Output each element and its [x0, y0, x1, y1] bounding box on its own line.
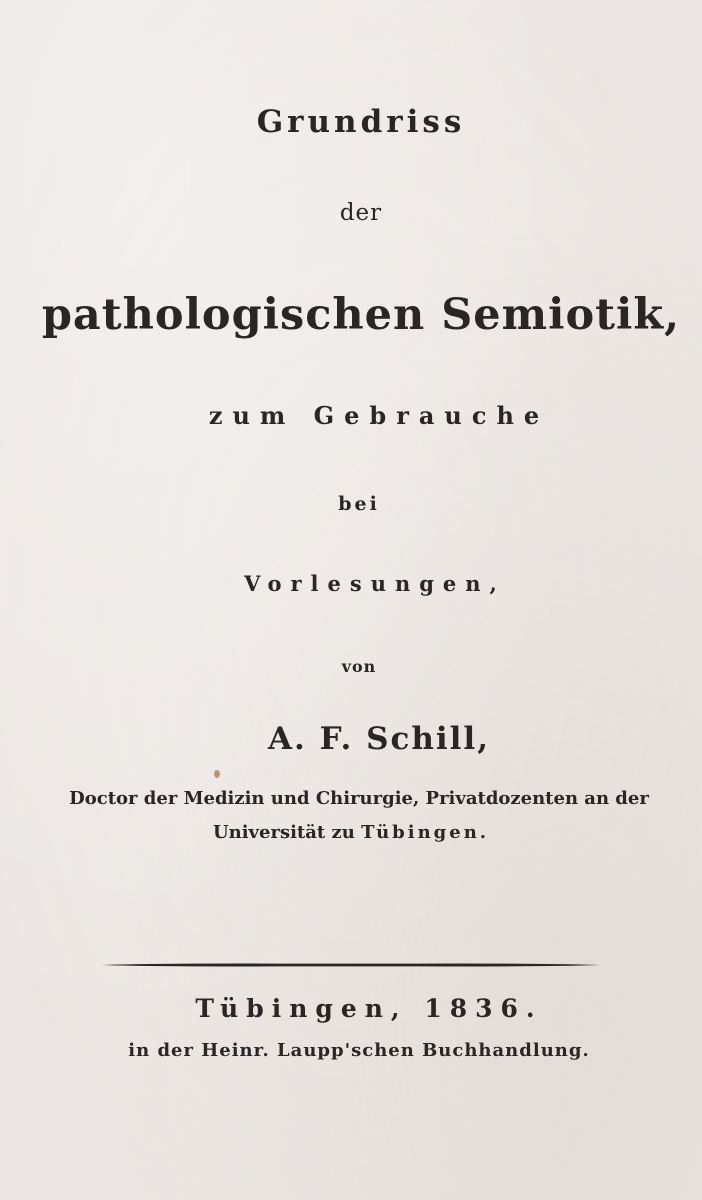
paper-stain — [214, 770, 220, 778]
title-line-grundriss: Grundriss — [256, 104, 466, 140]
place-and-year: Tübingen, 1836. — [195, 994, 543, 1023]
divider-rule — [100, 962, 600, 968]
publisher: in der Heinr. Laupp'schen Buchhandlung. — [128, 1040, 590, 1061]
author-description-line2-spaced: Tübingen. — [361, 822, 490, 843]
title-line-der: der — [339, 200, 383, 226]
title-line-von: von — [341, 657, 377, 676]
main-title: pathologischen Semiotik, — [41, 290, 681, 340]
title-line-bei: bei — [338, 493, 380, 515]
title-line-zum-gebrauche: zum Gebrauche — [208, 401, 550, 430]
title-line-vorlesungen: Vorlesungen, — [244, 571, 506, 596]
author-description-line1: Doctor der Medizin und Chirurgie, Privatdozenten an der — [69, 788, 649, 809]
author-description-line2 — [0, 822, 702, 843]
author-description-line2-prefix: Universität zu — [212, 822, 362, 843]
author-name: A. F. Schill, — [267, 721, 491, 757]
